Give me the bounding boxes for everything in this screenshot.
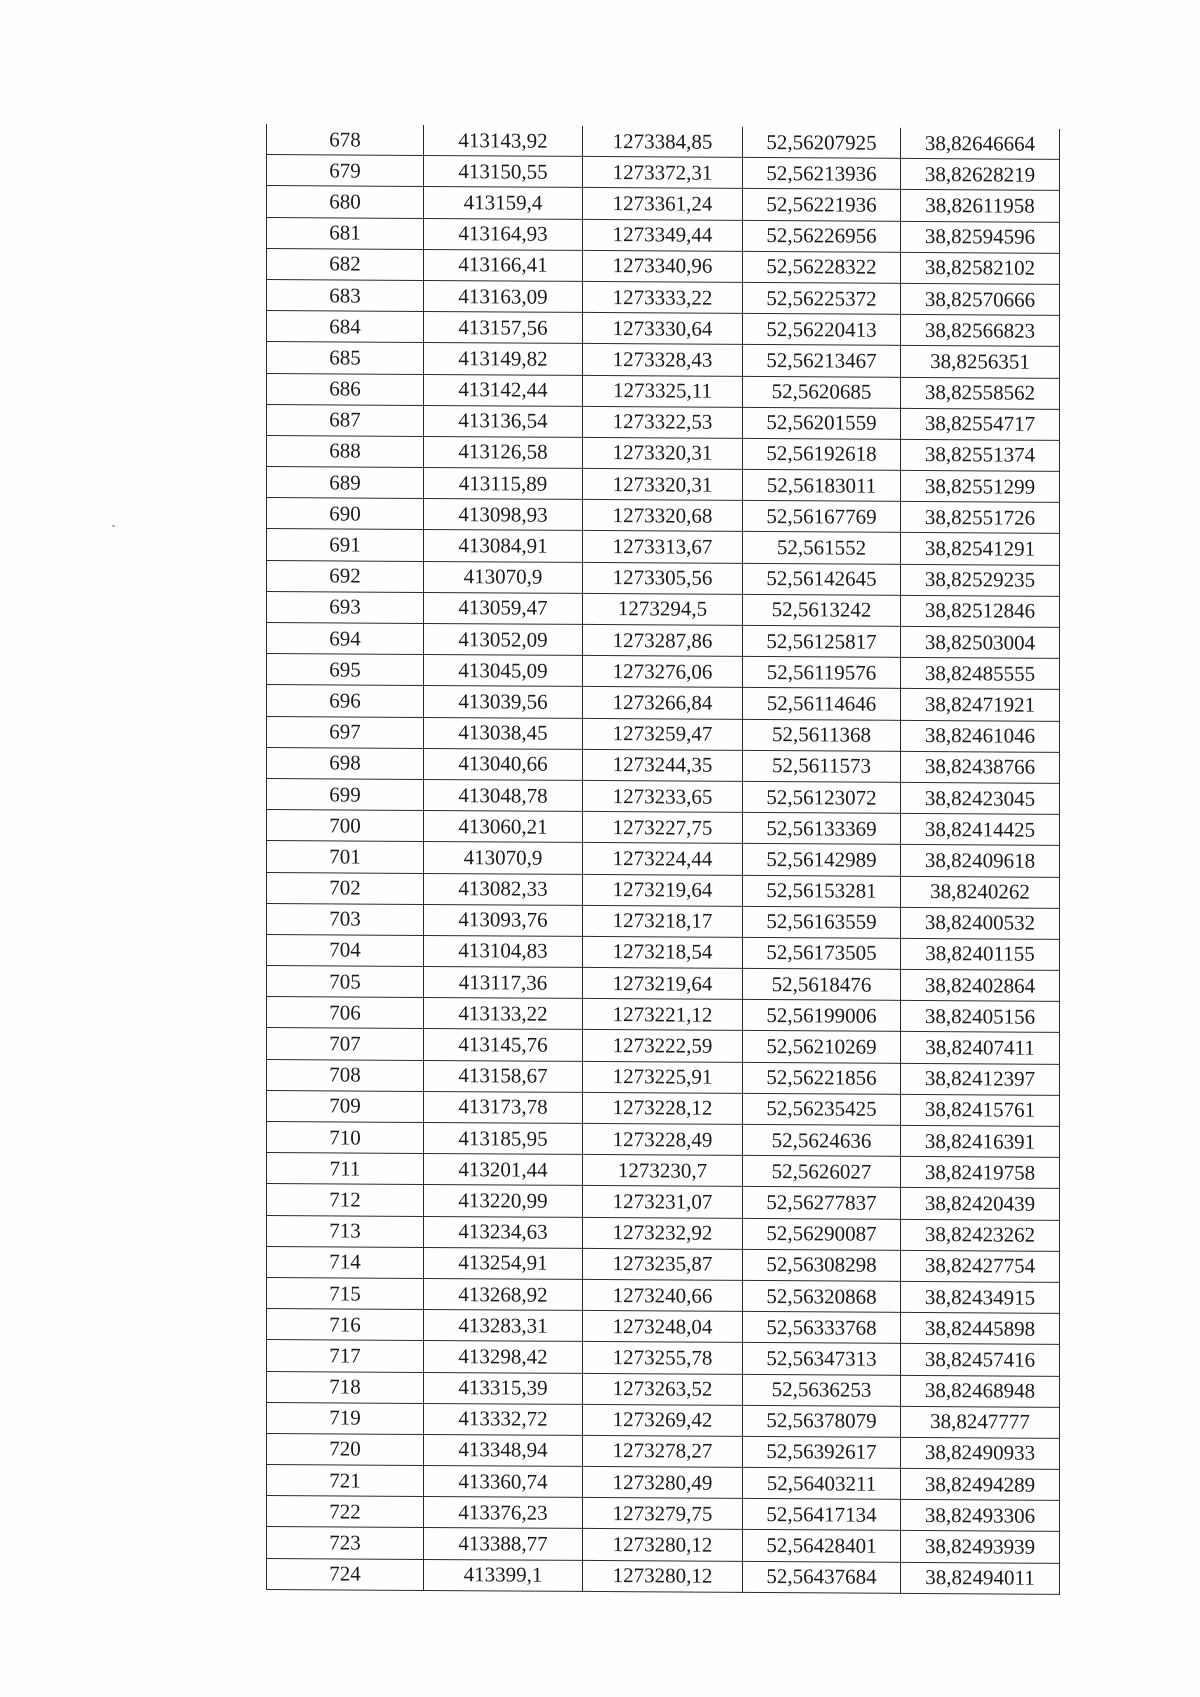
y-coordinate-cell: 1273221,12	[583, 999, 743, 1031]
table-row	[267, 966, 1060, 1002]
x-coordinate-cell: 413150,55	[424, 156, 583, 188]
point-number-cell: 701	[267, 841, 424, 873]
point-number-cell: 696	[267, 685, 424, 717]
latitude-cell: 52,5618476	[743, 968, 901, 1000]
table-row	[267, 1153, 1060, 1189]
y-coordinate-cell: 1273294,5	[583, 593, 743, 625]
table-row	[267, 810, 1060, 846]
longitude-cell: 38,82402864	[901, 969, 1060, 1001]
latitude-cell: 52,56142645	[743, 563, 901, 595]
longitude-cell: 38,82551374	[901, 439, 1060, 471]
table-row	[267, 1309, 1060, 1345]
point-number-cell: 688	[267, 435, 424, 467]
table-row	[267, 1402, 1060, 1438]
x-coordinate-cell: 413084,91	[424, 530, 583, 562]
longitude-cell: 38,82566823	[901, 315, 1060, 347]
longitude-cell: 38,82512846	[901, 595, 1060, 627]
longitude-cell: 38,82420439	[901, 1188, 1060, 1220]
x-coordinate-cell: 413126,58	[424, 436, 583, 468]
x-coordinate-cell: 413157,56	[424, 312, 583, 344]
y-coordinate-cell: 1273218,17	[583, 905, 743, 937]
point-number-cell: 713	[267, 1215, 424, 1247]
x-coordinate-cell: 413145,76	[424, 1029, 583, 1061]
latitude-cell: 52,56437684	[743, 1561, 901, 1593]
y-coordinate-cell: 1273384,85	[583, 126, 743, 158]
point-number-cell: 687	[267, 404, 424, 436]
y-coordinate-cell: 1273219,64	[583, 874, 743, 906]
table-row	[267, 997, 1060, 1033]
latitude-cell: 52,56221936	[743, 189, 901, 221]
table-row	[267, 1184, 1060, 1220]
latitude-cell: 52,56290087	[743, 1218, 901, 1250]
latitude-cell: 52,56320868	[743, 1280, 901, 1312]
point-number-cell: 679	[267, 155, 424, 187]
point-number-cell: 718	[267, 1371, 424, 1403]
point-number-cell: 693	[267, 591, 424, 623]
table-row	[267, 1340, 1060, 1376]
point-number-cell: 684	[267, 311, 424, 343]
latitude-cell: 52,56201559	[743, 407, 901, 439]
table-row	[267, 311, 1060, 347]
y-coordinate-cell: 1273230,7	[583, 1155, 743, 1187]
latitude-cell: 52,56163559	[743, 906, 901, 938]
latitude-cell: 52,56428401	[743, 1530, 901, 1562]
x-coordinate-cell: 413059,47	[424, 592, 583, 624]
longitude-cell: 38,82400532	[901, 907, 1060, 939]
longitude-cell: 38,8247777	[901, 1406, 1060, 1438]
y-coordinate-cell: 1273248,04	[583, 1311, 743, 1343]
x-coordinate-cell: 413133,22	[424, 998, 583, 1030]
table-row	[267, 529, 1060, 565]
scan-artifact	[112, 525, 115, 527]
y-coordinate-cell: 1273372,31	[583, 157, 743, 189]
y-coordinate-cell: 1273320,68	[583, 500, 743, 532]
coordinates-table-body	[267, 124, 1060, 1594]
table-row	[267, 404, 1060, 440]
table-row	[267, 872, 1060, 908]
longitude-cell: 38,82646664	[901, 128, 1060, 160]
point-number-cell: 686	[267, 373, 424, 405]
longitude-cell: 38,82594596	[901, 221, 1060, 253]
x-coordinate-cell: 413093,76	[424, 904, 583, 936]
point-number-cell: 698	[267, 747, 424, 779]
table-row	[267, 1527, 1060, 1563]
table-row	[267, 1028, 1060, 1064]
x-coordinate-cell: 413039,56	[424, 686, 583, 718]
x-coordinate-cell: 413104,83	[424, 935, 583, 967]
longitude-cell: 38,82423262	[901, 1219, 1060, 1251]
latitude-cell: 52,56142989	[743, 844, 901, 876]
x-coordinate-cell: 413348,94	[424, 1434, 583, 1466]
point-number-cell: 717	[267, 1340, 424, 1372]
longitude-cell: 38,82554717	[901, 408, 1060, 440]
latitude-cell: 52,5613242	[743, 594, 901, 626]
latitude-cell: 52,56417134	[743, 1499, 901, 1531]
latitude-cell: 52,56183011	[743, 469, 901, 501]
latitude-cell: 52,56378079	[743, 1405, 901, 1437]
x-coordinate-cell: 413173,78	[424, 1091, 583, 1123]
y-coordinate-cell: 1273259,47	[583, 718, 743, 750]
x-coordinate-cell: 413360,74	[424, 1466, 583, 1498]
x-coordinate-cell: 413040,66	[424, 748, 583, 780]
point-number-cell: 700	[267, 810, 424, 842]
longitude-cell: 38,82493939	[901, 1531, 1060, 1563]
y-coordinate-cell: 1273222,59	[583, 1030, 743, 1062]
y-coordinate-cell: 1273320,31	[583, 468, 743, 500]
point-number-cell: 716	[267, 1309, 424, 1341]
latitude-cell: 52,56308298	[743, 1249, 901, 1281]
table-row	[267, 217, 1060, 253]
y-coordinate-cell: 1273269,42	[583, 1404, 743, 1436]
y-coordinate-cell: 1273305,56	[583, 562, 743, 594]
point-number-cell: 708	[267, 1059, 424, 1091]
latitude-cell: 52,56210269	[743, 1031, 901, 1063]
longitude-cell: 38,82494011	[901, 1562, 1060, 1594]
longitude-cell: 38,82529235	[901, 564, 1060, 596]
point-number-cell: 689	[267, 467, 424, 499]
latitude-cell: 52,56213467	[743, 345, 901, 377]
point-number-cell: 685	[267, 342, 424, 374]
longitude-cell: 38,8240262	[901, 876, 1060, 908]
y-coordinate-cell: 1273224,44	[583, 843, 743, 875]
y-coordinate-cell: 1273255,78	[583, 1342, 743, 1374]
y-coordinate-cell: 1273330,64	[583, 313, 743, 345]
table-row	[267, 934, 1060, 970]
latitude-cell: 52,56226956	[743, 220, 901, 252]
x-coordinate-cell: 413052,09	[424, 623, 583, 655]
longitude-cell: 38,82558562	[901, 377, 1060, 409]
y-coordinate-cell: 1273287,86	[583, 624, 743, 656]
point-number-cell: 678	[267, 124, 424, 156]
latitude-cell: 52,56114646	[743, 688, 901, 720]
table-row	[267, 716, 1060, 752]
table-row	[267, 248, 1060, 284]
x-coordinate-cell: 413283,31	[424, 1310, 583, 1342]
longitude-cell: 38,82490933	[901, 1437, 1060, 1469]
longitude-cell: 38,82582102	[901, 252, 1060, 284]
longitude-cell: 38,82468948	[901, 1375, 1060, 1407]
longitude-cell: 38,82419758	[901, 1157, 1060, 1189]
longitude-cell: 38,82438766	[901, 751, 1060, 783]
point-number-cell: 691	[267, 529, 424, 561]
y-coordinate-cell: 1273235,87	[583, 1248, 743, 1280]
longitude-cell: 38,82434915	[901, 1281, 1060, 1313]
y-coordinate-cell: 1273325,11	[583, 375, 743, 407]
x-coordinate-cell: 413185,95	[424, 1122, 583, 1154]
y-coordinate-cell: 1273313,67	[583, 531, 743, 563]
x-coordinate-cell: 413164,93	[424, 218, 583, 250]
point-number-cell: 724	[267, 1558, 424, 1590]
longitude-cell: 38,82416391	[901, 1125, 1060, 1157]
longitude-cell: 38,82628219	[901, 159, 1060, 191]
y-coordinate-cell: 1273244,35	[583, 749, 743, 781]
longitude-cell: 38,82409618	[901, 845, 1060, 877]
y-coordinate-cell: 1273278,27	[583, 1435, 743, 1467]
latitude-cell: 52,56220413	[743, 314, 901, 346]
table-row	[267, 778, 1060, 814]
x-coordinate-cell: 413045,09	[424, 655, 583, 687]
point-number-cell: 683	[267, 279, 424, 311]
y-coordinate-cell: 1273233,65	[583, 780, 743, 812]
longitude-cell: 38,82423045	[901, 782, 1060, 814]
x-coordinate-cell: 413048,78	[424, 779, 583, 811]
longitude-cell: 38,82407411	[901, 1032, 1060, 1064]
latitude-cell: 52,5626027	[743, 1156, 901, 1188]
latitude-cell: 52,56277837	[743, 1187, 901, 1219]
latitude-cell: 52,56221856	[743, 1062, 901, 1094]
latitude-cell: 52,56403211	[743, 1467, 901, 1499]
point-number-cell: 692	[267, 560, 424, 592]
y-coordinate-cell: 1273225,91	[583, 1061, 743, 1093]
table-row	[267, 623, 1060, 659]
longitude-cell: 38,82611958	[901, 190, 1060, 222]
table-row	[267, 1433, 1060, 1469]
latitude-cell: 52,56192618	[743, 438, 901, 470]
x-coordinate-cell: 413136,54	[424, 405, 583, 437]
table-row	[267, 467, 1060, 503]
latitude-cell: 52,56333768	[743, 1312, 901, 1344]
y-coordinate-cell: 1273228,12	[583, 1092, 743, 1124]
y-coordinate-cell: 1273232,92	[583, 1217, 743, 1249]
latitude-cell: 52,56123072	[743, 781, 901, 813]
point-number-cell: 715	[267, 1277, 424, 1309]
y-coordinate-cell: 1273322,53	[583, 406, 743, 438]
x-coordinate-cell: 413268,92	[424, 1278, 583, 1310]
table-row	[267, 841, 1060, 877]
longitude-cell: 38,82457416	[901, 1344, 1060, 1376]
longitude-cell: 38,82461046	[901, 720, 1060, 752]
y-coordinate-cell: 1273328,43	[583, 344, 743, 376]
point-number-cell: 705	[267, 966, 424, 998]
longitude-cell: 38,82412397	[901, 1063, 1060, 1095]
x-coordinate-cell: 413399,1	[424, 1559, 583, 1591]
latitude-cell: 52,5611368	[743, 719, 901, 751]
table-row	[267, 591, 1060, 627]
table-row	[267, 654, 1060, 690]
latitude-cell: 52,56392617	[743, 1436, 901, 1468]
latitude-cell: 52,56235425	[743, 1093, 901, 1125]
y-coordinate-cell: 1273280,49	[583, 1466, 743, 1498]
point-number-cell: 699	[267, 778, 424, 810]
x-coordinate-cell: 413149,82	[424, 343, 583, 375]
coordinates-table	[266, 124, 1060, 1595]
x-coordinate-cell: 413158,67	[424, 1060, 583, 1092]
point-number-cell: 704	[267, 934, 424, 966]
y-coordinate-cell: 1273333,22	[583, 281, 743, 313]
latitude-cell: 52,56199006	[743, 1000, 901, 1032]
longitude-cell: 38,82427754	[901, 1250, 1060, 1282]
x-coordinate-cell: 413060,21	[424, 811, 583, 843]
table-row	[267, 1215, 1060, 1251]
point-number-cell: 695	[267, 654, 424, 686]
y-coordinate-cell: 1273266,84	[583, 687, 743, 719]
longitude-cell: 38,82445898	[901, 1313, 1060, 1345]
x-coordinate-cell: 413376,23	[424, 1497, 583, 1529]
point-number-cell: 681	[267, 217, 424, 249]
point-number-cell: 712	[267, 1184, 424, 1216]
point-number-cell: 690	[267, 498, 424, 530]
table-row	[267, 1465, 1060, 1501]
y-coordinate-cell: 1273227,75	[583, 812, 743, 844]
y-coordinate-cell: 1273218,54	[583, 936, 743, 968]
longitude-cell: 38,82570666	[901, 283, 1060, 315]
longitude-cell: 38,82503004	[901, 626, 1060, 658]
x-coordinate-cell: 413098,93	[424, 499, 583, 531]
table-row	[267, 903, 1060, 939]
table-row	[267, 1277, 1060, 1313]
table-row	[267, 1558, 1060, 1594]
latitude-cell: 52,5620685	[743, 376, 901, 408]
latitude-cell: 52,56207925	[743, 127, 901, 159]
point-number-cell: 714	[267, 1246, 424, 1278]
longitude-cell: 38,82493306	[901, 1500, 1060, 1532]
y-coordinate-cell: 1273349,44	[583, 219, 743, 251]
table-row	[267, 498, 1060, 534]
x-coordinate-cell: 413143,92	[424, 125, 583, 157]
latitude-cell: 52,56347313	[743, 1343, 901, 1375]
table-row	[267, 1122, 1060, 1158]
y-coordinate-cell: 1273280,12	[583, 1560, 743, 1592]
table-row	[267, 342, 1060, 378]
longitude-cell: 38,82405156	[901, 1001, 1060, 1033]
table-row	[267, 279, 1060, 315]
x-coordinate-cell: 413070,9	[424, 561, 583, 593]
latitude-cell: 52,561552	[743, 532, 901, 564]
table-row	[267, 1371, 1060, 1407]
y-coordinate-cell: 1273276,06	[583, 656, 743, 688]
x-coordinate-cell: 413201,44	[424, 1154, 583, 1186]
x-coordinate-cell: 413298,42	[424, 1341, 583, 1373]
x-coordinate-cell: 413388,77	[424, 1528, 583, 1560]
x-coordinate-cell: 413159,4	[424, 187, 583, 219]
table-row	[267, 373, 1060, 409]
x-coordinate-cell: 413070,9	[424, 842, 583, 874]
table-row	[267, 1246, 1060, 1282]
y-coordinate-cell: 1273263,52	[583, 1373, 743, 1405]
x-coordinate-cell: 413117,36	[424, 967, 583, 999]
y-coordinate-cell: 1273361,24	[583, 188, 743, 220]
latitude-cell: 52,56213936	[743, 158, 901, 190]
point-number-cell: 721	[267, 1465, 424, 1497]
longitude-cell: 38,82485555	[901, 658, 1060, 690]
longitude-cell: 38,82541291	[901, 533, 1060, 565]
x-coordinate-cell: 413163,09	[424, 280, 583, 312]
point-number-cell: 720	[267, 1433, 424, 1465]
longitude-cell: 38,82415761	[901, 1094, 1060, 1126]
x-coordinate-cell: 413115,89	[424, 468, 583, 500]
y-coordinate-cell: 1273280,12	[583, 1529, 743, 1561]
latitude-cell: 52,5624636	[743, 1124, 901, 1156]
longitude-cell: 38,82471921	[901, 689, 1060, 721]
latitude-cell: 52,56125817	[743, 625, 901, 657]
latitude-cell: 52,5611573	[743, 750, 901, 782]
latitude-cell: 52,5636253	[743, 1374, 901, 1406]
table-row	[267, 560, 1060, 596]
y-coordinate-cell: 1273279,75	[583, 1498, 743, 1530]
point-number-cell: 682	[267, 248, 424, 280]
point-number-cell: 711	[267, 1153, 424, 1185]
latitude-cell: 52,56167769	[743, 501, 901, 533]
latitude-cell: 52,56153281	[743, 875, 901, 907]
point-number-cell: 722	[267, 1496, 424, 1528]
table-row	[267, 747, 1060, 783]
point-number-cell: 709	[267, 1090, 424, 1122]
y-coordinate-cell: 1273228,49	[583, 1123, 743, 1155]
x-coordinate-cell: 413166,41	[424, 249, 583, 281]
point-number-cell: 702	[267, 872, 424, 904]
y-coordinate-cell: 1273219,64	[583, 967, 743, 999]
x-coordinate-cell: 413142,44	[424, 374, 583, 406]
point-number-cell: 703	[267, 903, 424, 935]
x-coordinate-cell: 413038,45	[424, 717, 583, 749]
longitude-cell: 38,82551299	[901, 470, 1060, 502]
point-number-cell: 680	[267, 186, 424, 218]
latitude-cell: 52,56173505	[743, 937, 901, 969]
longitude-cell: 38,82494289	[901, 1468, 1060, 1500]
longitude-cell: 38,82551726	[901, 502, 1060, 534]
y-coordinate-cell: 1273320,31	[583, 437, 743, 469]
point-number-cell: 707	[267, 1028, 424, 1060]
x-coordinate-cell: 413254,91	[424, 1247, 583, 1279]
y-coordinate-cell: 1273231,07	[583, 1186, 743, 1218]
table-row	[267, 124, 1060, 160]
table-row	[267, 1496, 1060, 1532]
point-number-cell: 706	[267, 997, 424, 1029]
x-coordinate-cell: 413332,72	[424, 1403, 583, 1435]
point-number-cell: 697	[267, 716, 424, 748]
longitude-cell: 38,82414425	[901, 814, 1060, 846]
point-number-cell: 694	[267, 623, 424, 655]
x-coordinate-cell: 413082,33	[424, 873, 583, 905]
x-coordinate-cell: 413315,39	[424, 1372, 583, 1404]
latitude-cell: 52,56119576	[743, 657, 901, 689]
latitude-cell: 52,56225372	[743, 282, 901, 314]
point-number-cell: 723	[267, 1527, 424, 1559]
y-coordinate-cell: 1273340,96	[583, 250, 743, 282]
table-row	[267, 1090, 1060, 1126]
latitude-cell: 52,56228322	[743, 251, 901, 283]
x-coordinate-cell: 413220,99	[424, 1185, 583, 1217]
latitude-cell: 52,56133369	[743, 813, 901, 845]
table-row	[267, 685, 1060, 721]
table-row	[267, 435, 1060, 471]
point-number-cell: 710	[267, 1122, 424, 1154]
longitude-cell: 38,8256351	[901, 346, 1060, 378]
longitude-cell: 38,82401155	[901, 938, 1060, 970]
table-row	[267, 186, 1060, 222]
y-coordinate-cell: 1273240,66	[583, 1279, 743, 1311]
table-row	[267, 1059, 1060, 1095]
table-row	[267, 155, 1060, 191]
point-number-cell: 719	[267, 1402, 424, 1434]
x-coordinate-cell: 413234,63	[424, 1216, 583, 1248]
